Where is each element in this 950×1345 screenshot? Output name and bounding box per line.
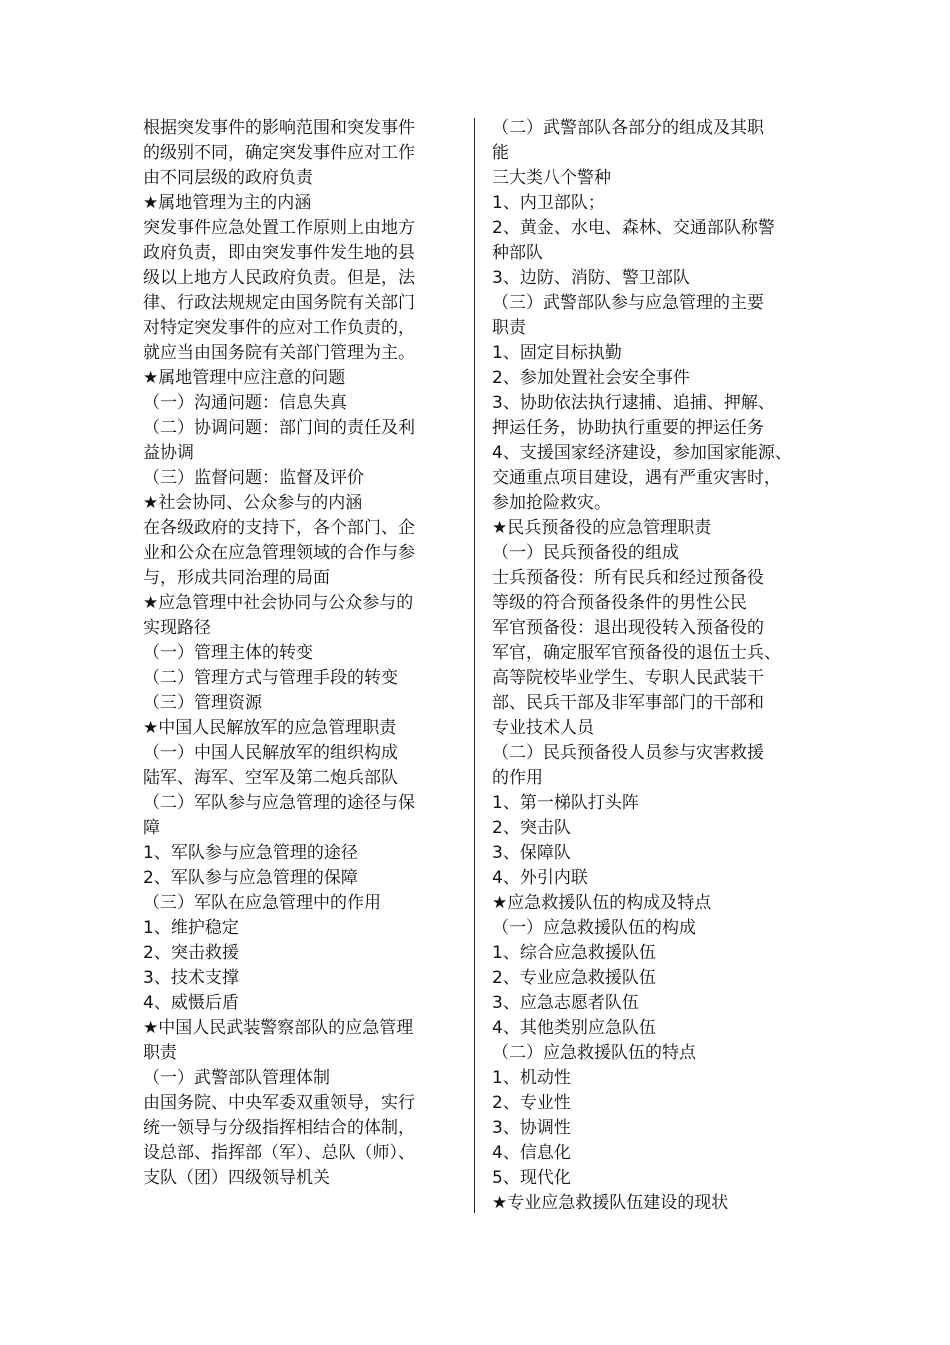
text-line: 3、边防、消防、警卫部队 [492,268,690,288]
text-line: 3、协调性 [492,1118,571,1138]
text-line: 4、支援国家经济建设，参加国家能源、 [492,443,792,463]
text-line: 突发事件应急处置工作原则上由地方 [143,218,415,238]
text-line: 能 [492,143,509,163]
text-line: 由国务院、中央军委双重领导，实行 [143,1093,415,1113]
text-line: 种部队 [492,243,543,263]
text-line: 1、机动性 [492,1068,571,1088]
text-line: 统一领导与分级指挥相结合的体制， [143,1118,415,1138]
text-line: （一）沟通问题：信息失真 [143,393,347,413]
text-line: 1、综合应急救援队伍 [492,943,656,963]
text-line: 2、军队参与应急管理的保障 [143,868,358,888]
text-line: 交通重点项目建设，遇有严重灾害时， [492,468,781,488]
text-line: ★中国人民解放军的应急管理职责 [143,718,397,738]
text-line: 2、突击救援 [143,943,239,963]
text-line: ★应急管理中社会协同与公众参与的 [143,593,414,613]
text-line: 三大类八个警种 [492,168,611,188]
text-line: 在各级政府的支持下，各个部门、企 [143,518,415,538]
text-line: 的作用 [492,768,543,788]
text-line: 2、专业性 [492,1093,571,1113]
text-line: 律、行政法规规定由国务院有关部门 [143,293,415,313]
text-line: 4、威慑后盾 [143,993,239,1013]
text-line: 1、内卫部队； [492,193,605,213]
text-line: ★应急救援队伍的构成及特点 [492,893,712,913]
column-divider [474,118,475,1213]
text-line: 押运任务，协助执行重要的押运任务 [492,418,764,438]
text-line: 军官预备役：退出现役转入预备役的 [492,618,764,638]
text-line: 政府负责，即由突发事件发生地的县 [143,243,415,263]
text-line: 5、现代化 [492,1168,571,1188]
text-line: 对特定突发事件的应对工作负责的， [143,318,415,338]
text-line: 3、应急志愿者队伍 [492,993,639,1013]
text-line: （一）管理主体的转变 [143,643,313,663]
text-line: 3、技术支撑 [143,968,239,988]
text-line: ★属地管理中应注意的问题 [143,368,346,388]
text-line: 参加抢险救灾。 [492,493,611,513]
text-line: （二）武警部队各部分的组成及其职 [492,118,764,138]
text-line: 2、专业应急救援队伍 [492,968,656,988]
text-line: 1、维护稳定 [143,918,239,938]
text-line: 1、军队参与应急管理的途径 [143,843,358,863]
text-line: （二）民兵预备役人员参与灾害救援 [492,743,764,763]
text-line: 1、第一梯队打头阵 [492,793,639,813]
text-line: 2、突击队 [492,818,571,838]
text-line: ★属地管理为主的内涵 [143,193,312,213]
text-line: 设总部、指挥部（军）、总队（师）、 [143,1143,415,1163]
text-line: 士兵预备役：所有民兵和经过预备役 [492,568,764,588]
text-line: （一）应急救援队伍的构成 [492,918,696,938]
text-line: 3、协助依法执行逮捕、追捕、押解、 [492,393,775,413]
text-line: 3、保障队 [492,843,571,863]
text-line: 陆军、海军、空军及第二炮兵部队 [143,768,398,788]
text-line: 由不同层级的政府负责 [143,168,313,188]
text-line: 2、参加处置社会安全事件 [492,368,690,388]
text-line: 4、其他类别应急队伍 [492,1018,656,1038]
text-line: （三）武警部队参与应急管理的主要 [492,293,764,313]
text-line: 就应当由国务院有关部门管理为主。 [143,343,415,363]
text-line: 职责 [492,318,526,338]
text-line: （二）协调问题：部门间的责任及利 [143,418,415,438]
text-line: 高等院校毕业学生、专职人民武装干 [492,668,764,688]
text-line: 支队（团）四级领导机关 [143,1168,330,1188]
text-line: 2、黄金、水电、森林、交通部队称警 [492,218,775,238]
text-line: （三）监督问题：监督及评价 [143,468,364,488]
text-line: （二）应急救援队伍的特点 [492,1043,696,1063]
text-line: 与，形成共同治理的局面 [143,568,330,588]
text-line: 1、固定目标执勤 [492,343,622,363]
text-line: 4、信息化 [492,1143,571,1163]
text-line: 4、外引内联 [492,868,588,888]
text-line: （二）军队参与应急管理的途径与保 [143,793,415,813]
text-line: 等级的符合预备役条件的男性公民 [492,593,747,613]
text-line: 实现路径 [143,618,211,638]
right-text-column [492,116,802,1216]
text-line: ★民兵预备役的应急管理职责 [492,518,712,538]
text-line: 障 [143,818,160,838]
left-text-column [143,116,439,1191]
text-line: （三）管理资源 [143,693,262,713]
text-line: 职责 [143,1043,177,1063]
text-line: ★社会协同、公众参与的内涵 [143,493,363,513]
text-line: 军官，确定服军官预备役的退伍士兵、 [492,643,781,663]
text-line: 专业技术人员 [492,718,594,738]
text-line: （一）民兵预备役的组成 [492,543,679,563]
text-line: 的级别不同，确定突发事件应对工作 [143,143,415,163]
text-line: 级以上地方人民政府负责。但是，法 [143,268,415,288]
text-line: （一）中国人民解放军的组织构成 [143,743,398,763]
text-line: （二）管理方式与管理手段的转变 [143,668,398,688]
text-line: ★专业应急救援队伍建设的现状 [492,1193,729,1213]
text-line: 业和公众在应急管理领域的合作与参 [143,543,415,563]
text-line: 部、民兵干部及非军事部门的干部和 [492,693,764,713]
text-line: 根据突发事件的影响范围和突发事件 [143,118,415,138]
text-line: （三）军队在应急管理中的作用 [143,893,381,913]
text-line: ★中国人民武装警察部队的应急管理 [143,1018,414,1038]
text-line: （一）武警部队管理体制 [143,1068,330,1088]
text-line: 益协调 [143,443,194,463]
